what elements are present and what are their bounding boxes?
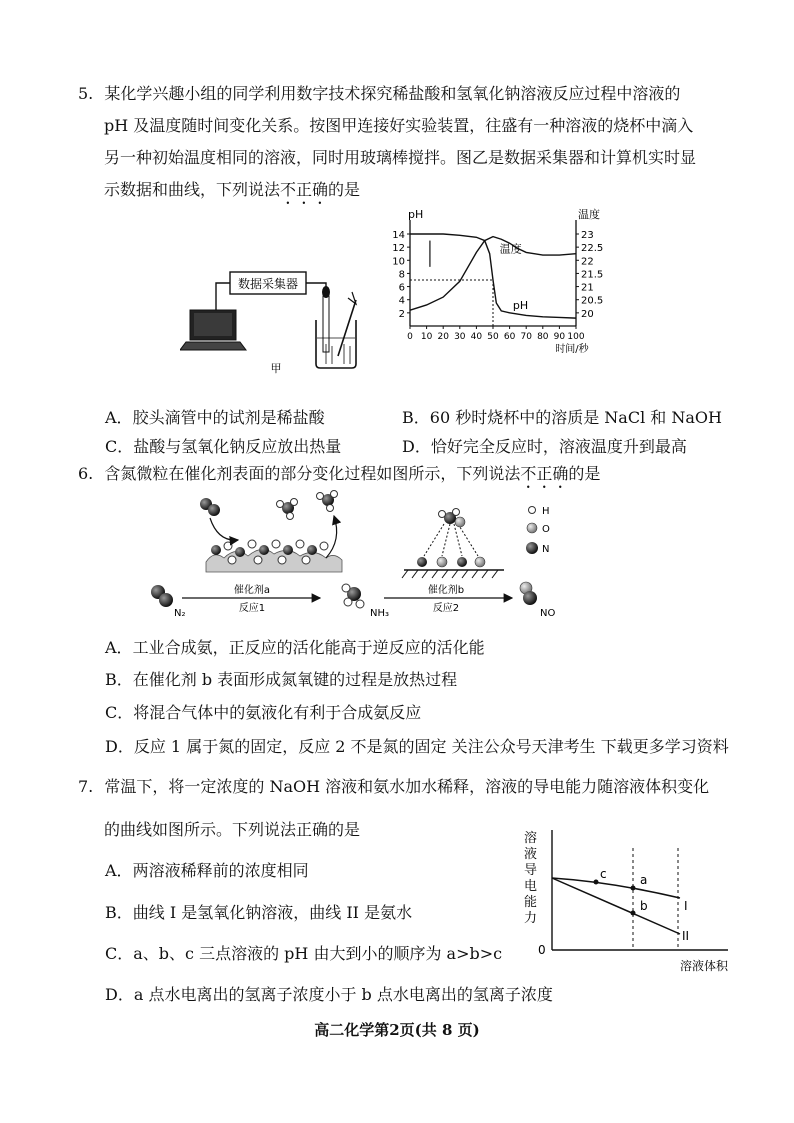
q7-option-c: C．a、b、c 三点溶液的 pH 由大到小的顺序为 a>b>c bbox=[105, 944, 503, 963]
atom-legend bbox=[526, 506, 550, 555]
q6-number: 6. bbox=[78, 464, 94, 483]
q6-figure bbox=[144, 484, 614, 622]
tick-label-x: 10 bbox=[420, 332, 433, 342]
tick-label-right: 20.5 bbox=[581, 295, 604, 307]
point-a bbox=[631, 886, 636, 891]
label-nh3: NH₃ bbox=[370, 608, 390, 619]
y-axis-label bbox=[524, 830, 537, 926]
label-no: NO bbox=[540, 608, 556, 619]
n2-molecule bbox=[151, 585, 173, 607]
series-label-ph: pH bbox=[512, 298, 529, 312]
nh3-molecule bbox=[342, 584, 364, 608]
tick-label-left: 6 bbox=[398, 282, 405, 294]
tick-label-x: 50 bbox=[487, 332, 499, 342]
cable-left bbox=[216, 283, 230, 312]
q6-emphasis: 不正确 bbox=[520, 464, 569, 483]
q6-option-b: B．在催化剂 b 表面形成氮氧键的过程是放热过程 bbox=[105, 670, 458, 689]
nh3-molecule-mid bbox=[277, 499, 298, 520]
y-right-label: 温度 bbox=[578, 208, 600, 221]
q5-option-b: B．60 秒时烧杯中的溶质是 NaCl 和 NaOH bbox=[402, 408, 722, 427]
q5-line4: 示数据和曲线，下列说法不正确的是 bbox=[104, 180, 361, 199]
q5-option-a: A．胶头滴管中的试剂是稀盐酸 bbox=[105, 408, 325, 427]
tick-label-x: 100 bbox=[567, 332, 585, 342]
fig-jia-caption: 甲 bbox=[270, 362, 282, 375]
q6-stem: 6. 含氮微粒在催化剂表面的部分变化过程如图所示，下列说法不正确的是 bbox=[78, 464, 601, 483]
label-reaction2: 反应2 bbox=[432, 603, 460, 614]
tick-label-right: 21.5 bbox=[581, 269, 604, 281]
label-c: c bbox=[600, 867, 607, 881]
data-logger-label: 数据采集器 bbox=[237, 277, 299, 291]
tick-label-x: 80 bbox=[537, 332, 549, 342]
svg-text:能: 能 bbox=[524, 895, 538, 910]
q7-option-d: D．a 点水电离出的氢离子浓度小于 b 点水电离出的氢离子浓度 bbox=[105, 985, 553, 1004]
label-b: b bbox=[640, 899, 648, 913]
glass-rod bbox=[338, 300, 356, 356]
tick-label-x: 20 bbox=[437, 332, 449, 342]
tick-label-left: 12 bbox=[392, 243, 405, 255]
tick-label-x: 90 bbox=[553, 332, 566, 342]
q5-emphasis: 不正确 bbox=[280, 180, 329, 199]
q7-figure bbox=[522, 826, 732, 974]
svg-text:力: 力 bbox=[524, 911, 538, 926]
label-n2: N₂ bbox=[174, 608, 186, 619]
series-label-temperature: 温度 bbox=[499, 242, 522, 256]
point-c bbox=[594, 880, 599, 885]
tick-label-x: 60 bbox=[503, 332, 516, 342]
curve-II bbox=[552, 878, 680, 934]
tick-label-left: 14 bbox=[392, 230, 405, 241]
laptop-base bbox=[180, 342, 246, 350]
point-b bbox=[631, 911, 636, 916]
q7-line1: 7. 常温下，将一定浓度的 NaOH 溶液和氨水加水稀释，溶液的导电能力随溶液体积变化 bbox=[78, 777, 710, 796]
q6-option-c: C．将混合气体中的氨液化有利于合成氨反应 bbox=[105, 703, 422, 722]
tick-label-right: 22 bbox=[581, 256, 594, 268]
q5-option-d: D．恰好完全反应时，溶液温度升到最高 bbox=[402, 437, 687, 456]
sensor-probe bbox=[323, 296, 329, 352]
legend-h: H bbox=[542, 506, 550, 517]
q5-chart bbox=[380, 208, 612, 360]
tick-label-left: 10 bbox=[392, 256, 405, 268]
q5-line2: pH 及温度随时间变化关系。按图甲连接好实验装置，往盛有一种溶液的烧杯中滴入 bbox=[104, 116, 694, 135]
svg-text:电: 电 bbox=[524, 879, 538, 894]
n2-molecule-top bbox=[200, 498, 220, 516]
tick-label-right: 22.5 bbox=[581, 243, 604, 255]
svg-text:溶: 溶 bbox=[524, 831, 538, 846]
origin-label: 0 bbox=[538, 943, 546, 957]
nh3-molecule-right bbox=[317, 491, 338, 512]
svg-text:导: 导 bbox=[524, 863, 538, 878]
x-axis-label: 溶液体积 bbox=[679, 959, 728, 973]
dropper-bulb bbox=[322, 286, 330, 298]
q6-option-a: A．工业合成氨，正反应的活化能高于逆反应的活化能 bbox=[105, 638, 485, 657]
stir-mark bbox=[348, 292, 356, 304]
catalyst-b-surface bbox=[402, 509, 504, 579]
curve-I bbox=[552, 878, 680, 898]
label-a: a bbox=[640, 873, 648, 887]
tick-label-x: 70 bbox=[520, 332, 532, 342]
arrow-adsorb bbox=[210, 518, 238, 540]
q5-option-c: C．盐酸与氢氧化钠反应放出热量 bbox=[105, 437, 342, 456]
legend-o: O bbox=[542, 524, 550, 535]
x-axis-label: 时间/秒 bbox=[555, 344, 589, 355]
q5-number: 5. bbox=[78, 84, 94, 103]
page-footer: 高二化学第2页(共 8 页) bbox=[314, 1021, 480, 1039]
q7-number: 7. bbox=[78, 777, 94, 796]
q7-line2: 的曲线如图所示。下列说法正确的是 bbox=[104, 820, 361, 839]
q5-figure-jia bbox=[180, 268, 380, 380]
y-left-label: pH bbox=[408, 208, 424, 221]
tick-label-x: 40 bbox=[470, 332, 483, 342]
tick-label-right: 23 bbox=[581, 230, 594, 241]
q7-option-b: B．曲线 I 是氢氧化钠溶液，曲线 II 是氨水 bbox=[105, 903, 413, 922]
q5-line1 bbox=[78, 84, 680, 104]
label-reaction1: 反应1 bbox=[238, 603, 266, 614]
tick-label-x: 0 bbox=[407, 332, 413, 342]
catalyst-a-surface bbox=[206, 540, 342, 572]
arrow-desorb bbox=[326, 516, 337, 558]
tick-label-right: 20 bbox=[581, 308, 594, 320]
label-curve-I: I bbox=[684, 899, 688, 913]
series-temperature bbox=[410, 237, 576, 311]
tick-label-left: 4 bbox=[398, 295, 405, 307]
tick-label-left: 8 bbox=[398, 269, 405, 281]
label-curve-II: II bbox=[682, 929, 690, 943]
q5-line3: 另一种初始温度相同的溶液，同时用玻璃棒搅拌。图乙是数据采集器和计算机实时显 bbox=[104, 148, 697, 167]
label-catalyst-a: 催化剂a bbox=[233, 585, 271, 596]
q7-option-a: A．两溶液稀释前的浓度相同 bbox=[105, 861, 309, 880]
tick-label-x: 30 bbox=[454, 332, 466, 342]
label-catalyst-b: 催化剂b bbox=[427, 585, 465, 596]
svg-text:液: 液 bbox=[524, 847, 538, 862]
legend-n: N bbox=[542, 544, 550, 555]
q5-text-1: 某化学兴趣小组的同学利用数字技术探究稀盐酸和氢氧化钠溶液反应过程中溶液的 bbox=[104, 84, 681, 103]
no-molecule bbox=[520, 582, 537, 605]
tick-label-left: 2 bbox=[398, 308, 405, 320]
tick-label-right: 21 bbox=[581, 282, 594, 294]
q6-option-d: D．反应 1 属于氮的固定，反应 2 不是氮的固定 关注公众号天津考生 下载更多学习资料 bbox=[105, 737, 729, 756]
laptop-screen-inner bbox=[194, 313, 232, 336]
